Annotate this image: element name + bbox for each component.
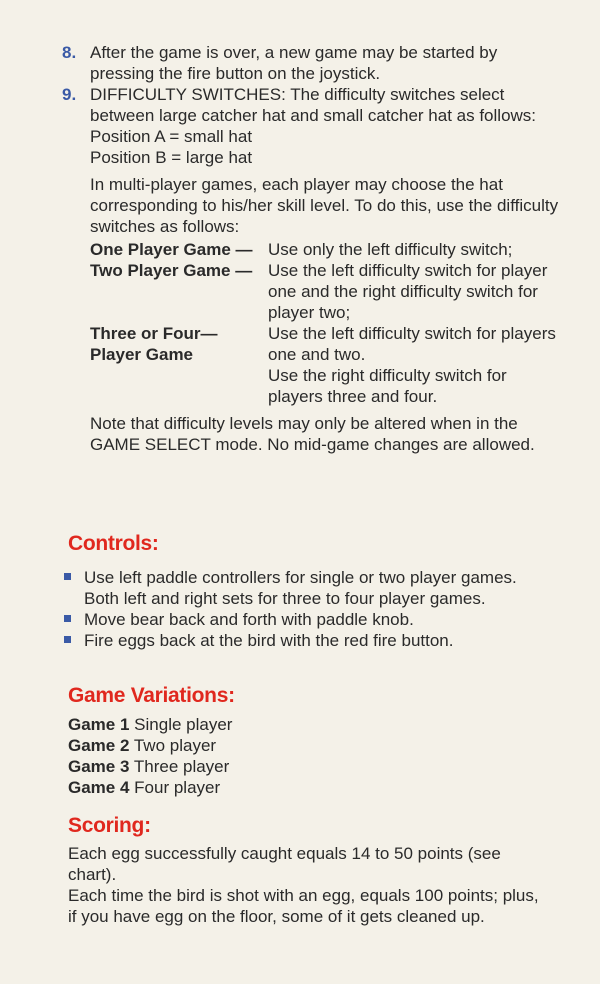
mode-desc: Use the right difficulty switch for players three and four. xyxy=(268,366,507,406)
multiplayer-intro: In multi-player games, each player may choose the hat corresponding to his/her skill level. To do this, use the difficulty switches as follows: xyxy=(90,175,559,236)
mode-desc: Use only the left difficulty switch; xyxy=(268,240,513,259)
list-item xyxy=(64,567,544,609)
variation-row xyxy=(68,714,232,735)
scoring-text xyxy=(68,843,548,927)
mode-row xyxy=(90,260,562,323)
game-desc: Three player xyxy=(133,757,230,776)
game-desc: Two player xyxy=(133,736,217,755)
variation-row xyxy=(68,735,232,756)
mode-label: Two Player Game — xyxy=(90,261,253,280)
mode-desc: Use the left difficulty switch for players one and two. xyxy=(268,324,556,364)
scoring-para: Each time the bird is shot with an egg, equals 100 points; plus, if you have egg on the floor, some of it gets cleaned up. xyxy=(68,886,539,926)
game-number: Game 4 xyxy=(68,778,130,797)
game-desc: Four player xyxy=(134,778,221,797)
game-number: Game 3 xyxy=(68,757,130,776)
item-text: DIFFICULTY SWITCHES: The difficulty switches select between large catcher hat and small catcher hat as follows: xyxy=(90,85,537,125)
mode-desc: Use the left difficulty switch for player one and the right difficulty switch for player two; xyxy=(268,261,548,322)
game-desc: Single player xyxy=(134,715,233,734)
bullet-text: Move bear back and forth with paddle knob. xyxy=(84,610,414,629)
variations-list xyxy=(68,714,232,798)
variations-heading: Game Variations: xyxy=(68,684,235,707)
instruction-item-8 xyxy=(62,42,562,84)
controls-heading: Controls: xyxy=(68,532,159,555)
list-item xyxy=(64,630,544,651)
item-text: After the game is over, a new game may be started by pressing the fire button on the joystick. xyxy=(90,43,498,83)
list-item xyxy=(64,609,544,630)
mode-row xyxy=(90,323,562,407)
bullet-text: Fire eggs back at the bird with the red fire button. xyxy=(84,631,454,650)
variation-row xyxy=(68,756,232,777)
bullet-icon xyxy=(64,636,71,643)
bullet-icon xyxy=(64,573,71,580)
scoring-heading: Scoring: xyxy=(68,814,151,837)
position-b-text: Position B = large hat xyxy=(90,148,253,167)
game-number: Game 2 xyxy=(68,736,130,755)
item-number: 9. xyxy=(62,85,77,104)
scoring-para: Each egg successfully caught equals 14 to 50 points (see chart). xyxy=(68,844,501,884)
bullet-icon xyxy=(64,615,71,622)
mode-row xyxy=(90,239,562,260)
position-a-text: Position A = small hat xyxy=(90,127,253,146)
bullet-text: Use left paddle controllers for single or two player games. Both left and right sets for three to four player games. xyxy=(84,568,517,608)
variation-row xyxy=(68,777,232,798)
instruction-item-9 xyxy=(62,84,562,455)
controls-list xyxy=(64,567,544,651)
item-number: 8. xyxy=(62,43,77,62)
mode-label: Three or Four— Player Game xyxy=(90,324,218,364)
mode-label: One Player Game — xyxy=(90,240,253,259)
game-number: Game 1 xyxy=(68,715,130,734)
note-text: Note that difficulty levels may only be altered when in the GAME SELECT mode. No mid-game changes are allowed. xyxy=(90,414,535,454)
